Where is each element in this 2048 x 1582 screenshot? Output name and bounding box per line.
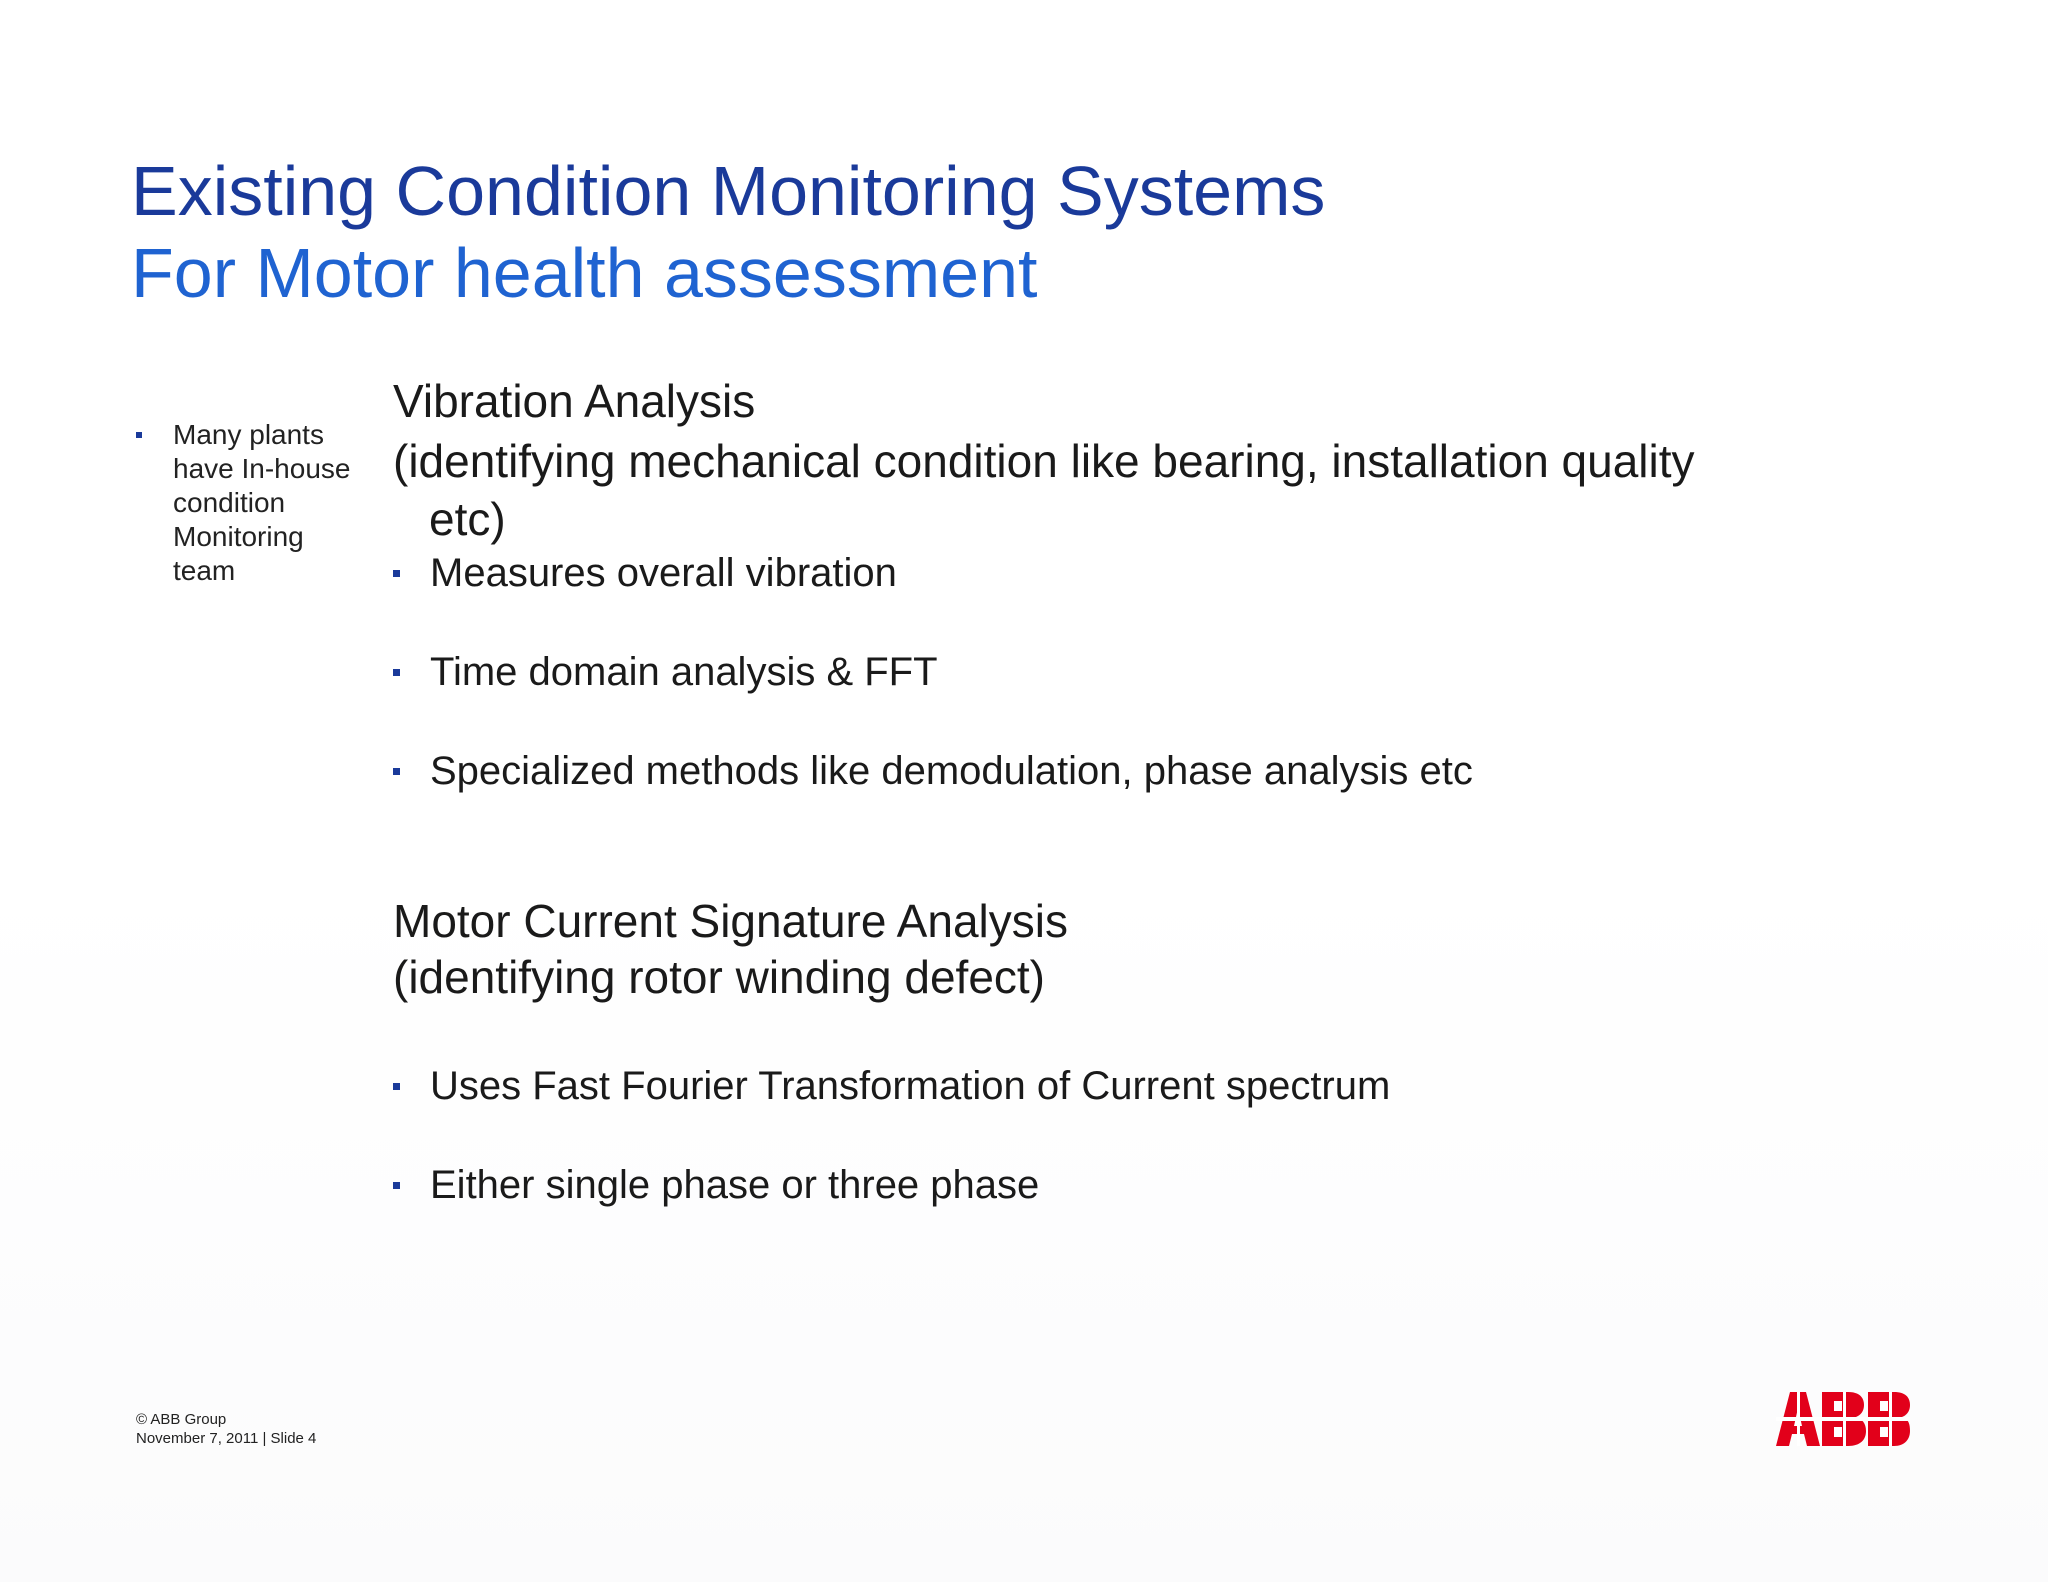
side-note-line: have In-house bbox=[173, 453, 351, 484]
bullet-text: Uses Fast Fourier Transformation of Current spectrum bbox=[430, 1063, 1391, 1108]
mcsa-heading: Motor Current Signature Analysis bbox=[393, 895, 1068, 947]
vibration-bullet bbox=[393, 548, 897, 598]
bullet-square-icon bbox=[393, 1083, 400, 1090]
side-note-text bbox=[173, 418, 376, 588]
vibration-bullet bbox=[393, 647, 938, 697]
slide-title bbox=[131, 150, 1731, 314]
side-note-line: condition bbox=[173, 487, 286, 518]
vibration-heading: Vibration Analysis bbox=[393, 375, 756, 427]
title-line-2: For Motor health assessment bbox=[131, 234, 1038, 312]
mcsa-bullet bbox=[393, 1160, 1039, 1210]
footer-copyright: © ABB Group bbox=[136, 1411, 227, 1428]
title-line-1: Existing Condition Monitoring Systems bbox=[131, 152, 1326, 230]
bullet-square-icon bbox=[393, 570, 400, 577]
bullet-square-icon bbox=[393, 1182, 400, 1189]
bullet-square-icon bbox=[393, 768, 400, 775]
side-note bbox=[136, 418, 376, 588]
vibration-subtitle-cont: etc) bbox=[429, 493, 506, 545]
mcsa-subtitle: (identifying rotor winding defect) bbox=[393, 951, 1045, 1003]
vibration-bullet bbox=[393, 746, 1473, 796]
mcsa-bullet bbox=[393, 1061, 1390, 1111]
bullet-square-icon bbox=[393, 669, 400, 676]
abb-logo bbox=[1776, 1392, 1910, 1446]
bullet-text: Specialized methods like demodulation, phase analysis etc bbox=[430, 748, 1473, 793]
footer bbox=[136, 1410, 316, 1448]
side-note-line: Many plants bbox=[173, 419, 324, 450]
bullet-text: Either single phase or three phase bbox=[430, 1162, 1040, 1207]
bullet-text: Measures overall vibration bbox=[430, 550, 897, 595]
bullet-square-icon bbox=[136, 432, 142, 438]
vibration-subtitle: (identifying mechanical condition like bearing, installation quality bbox=[393, 435, 1695, 487]
bullet-text: Time domain analysis & FFT bbox=[430, 649, 938, 694]
footer-date-slide: November 7, 2011 | Slide 4 bbox=[136, 1430, 317, 1447]
side-note-line: team bbox=[173, 555, 236, 586]
side-note-line: Monitoring bbox=[173, 521, 304, 552]
